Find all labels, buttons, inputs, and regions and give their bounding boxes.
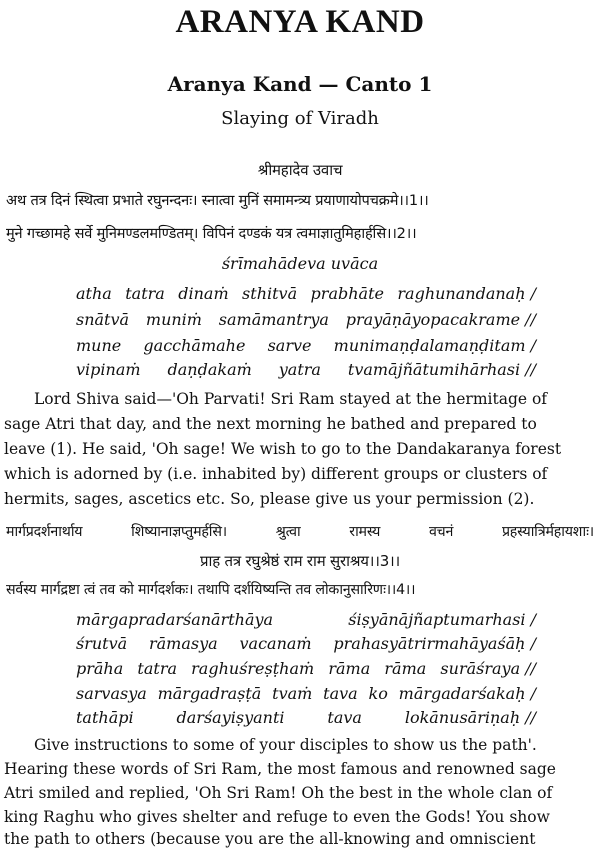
translit-word: munimaṇḍalamaṇḍitam / — [333, 336, 536, 355]
translit-word: raghunandanaḥ / — [397, 284, 536, 303]
prose-line: leave (1). He said, 'Oh sage! We wish to go to the Dandakaranya forest — [4, 440, 562, 458]
translit-word: ko — [368, 684, 388, 703]
devanagari-word: श्रुत्वा — [275, 524, 301, 540]
verse-2-devanagari: मुने गच्छामहे सर्वे मुनिमण्डलमण्डितम्। विपिनं दण्डकं यत्र त्वमाज्ञातुमिहार्हसि।।2।। — [6, 225, 417, 242]
translit-word: atha — [76, 284, 112, 303]
translit-word: yatra — [278, 360, 321, 379]
translit-word: rāmasya — [148, 634, 218, 653]
devanagari-word: वचनं — [428, 524, 454, 540]
translit-word: tvamājñātumihārhasi // — [347, 360, 536, 379]
invocation-transliteration: śrīmahādeva uvāca — [221, 254, 379, 273]
translit-word: tava — [327, 708, 362, 727]
verse-translit-line — [76, 336, 536, 355]
translit-word: tatra — [137, 659, 178, 678]
devanagari-word: रामस्य — [349, 524, 381, 540]
prose-line: Lord Shiva said—'Oh Parvati! Sri Ram stayed at the hermitage of — [34, 390, 548, 408]
verse-translit-line — [76, 610, 536, 629]
verse-translit-line — [76, 708, 536, 727]
prose-line: sage Atri that day, and the next morning he bathed and prepared to — [4, 415, 537, 433]
invocation-devanagari: श्रीमहादेव उवाच — [257, 161, 343, 179]
verse-1-devanagari: अथ तत्र दिनं स्थित्वा प्रभाते रघुनन्दनः। स्नात्वा मुनिं समामन्त्र्य प्रयाणायोपचक्रमे।।1।। — [6, 192, 429, 209]
verse-3-devanagari-line-2: प्राह तत्र रघुश्रेष्ठं राम राम सुराश्रय।।3।। — [199, 552, 401, 570]
translit-word: surāśraya // — [440, 659, 536, 678]
translit-word: śiṣyānājñaptumarhasi / — [348, 610, 536, 629]
translit-word: prayāṇāyopacakrame // — [345, 310, 536, 329]
translit-word: sarve — [267, 336, 312, 355]
translit-word: mārgapradarśanārthāya — [76, 610, 274, 629]
verse-translit-line — [76, 634, 536, 653]
verse-3-devanagari-line-1 — [6, 522, 594, 541]
prose-line: which is adorned by (i.e. inhabited by) different groups or clusters of — [4, 465, 548, 483]
translit-word: prabhāte — [310, 284, 384, 303]
translit-word: śrutvā — [76, 634, 128, 653]
translit-word: raghuśreṣṭhaṁ — [191, 659, 315, 678]
prose-line: Hearing these words of Sri Ram, the most famous and renowned sage — [4, 760, 556, 778]
translit-word: prahasyātrirmahāyaśāḥ / — [333, 634, 536, 653]
prose-line: Give instructions to some of your disciples to show us the path'. — [34, 736, 537, 754]
translit-word: muniṁ — [145, 310, 202, 329]
translit-word: vipinaṁ — [76, 360, 141, 379]
translit-word: mārgadarśakaḥ / — [398, 684, 536, 703]
translit-word: darśayiṣyanti — [176, 708, 285, 727]
verse-translit-line — [76, 659, 536, 678]
translit-word: dinaṁ — [178, 284, 229, 303]
translit-word: lokānusāriṇaḥ // — [404, 708, 536, 727]
devanagari-word: शिष्यानाज्ञप्तुमर्हसि। — [131, 524, 227, 540]
prose-line: Atri smiled and replied, 'Oh Sri Ram! Oh the best in the whole clan of — [4, 784, 553, 802]
translit-word: snātvā — [76, 310, 130, 329]
translit-word: rāma — [328, 659, 371, 678]
translit-word: daṇḍakaṁ — [167, 360, 252, 379]
translit-word: vacanaṁ — [239, 634, 312, 653]
translit-word: tava — [323, 684, 358, 703]
verse-translit-line — [76, 684, 536, 703]
translit-word: mune — [76, 336, 122, 355]
translit-word: tathāpi — [76, 708, 134, 727]
translit-word: tvaṁ — [272, 684, 313, 703]
verse-4-devanagari: सर्वस्य मार्गद्रष्टा त्वं तव को मार्गदर्शकः। तथापि दर्शयिष्यन्ति तव लोकानुसारिणः।।4।। — [6, 582, 416, 598]
translit-word: rāma — [384, 659, 427, 678]
translit-word: gacchāmahe — [143, 336, 246, 355]
translit-word: mārgadraṣṭā — [157, 684, 262, 703]
prose-line: the path to others (because you are the all-knowing and omniscient — [4, 830, 536, 848]
devanagari-word: प्रहस्यात्रिर्महायशाः। — [501, 524, 594, 540]
canto-title: Aranya Kand — Canto 1 — [167, 72, 433, 96]
page-title: ARANYA KAND — [175, 4, 425, 40]
translit-word: prāha — [76, 659, 124, 678]
prose-line: hermits, sages, ascetics etc. So, please give us your permission (2). — [4, 490, 535, 508]
canto-subtitle: Slaying of Viradh — [221, 108, 379, 129]
verse-translit-line — [76, 284, 536, 303]
verse-translit-line — [76, 310, 536, 329]
translit-word: sthitvā — [242, 284, 298, 303]
translit-word: sarvasya — [76, 684, 147, 703]
translit-word: samāmantrya — [218, 310, 329, 329]
devanagari-word: मार्गप्रदर्शनार्थाय — [6, 524, 83, 540]
prose-line: king Raghu who gives shelter and refuge to even the Gods! You show — [4, 808, 550, 826]
translit-word: tatra — [125, 284, 165, 303]
verse-translit-line — [76, 360, 536, 379]
